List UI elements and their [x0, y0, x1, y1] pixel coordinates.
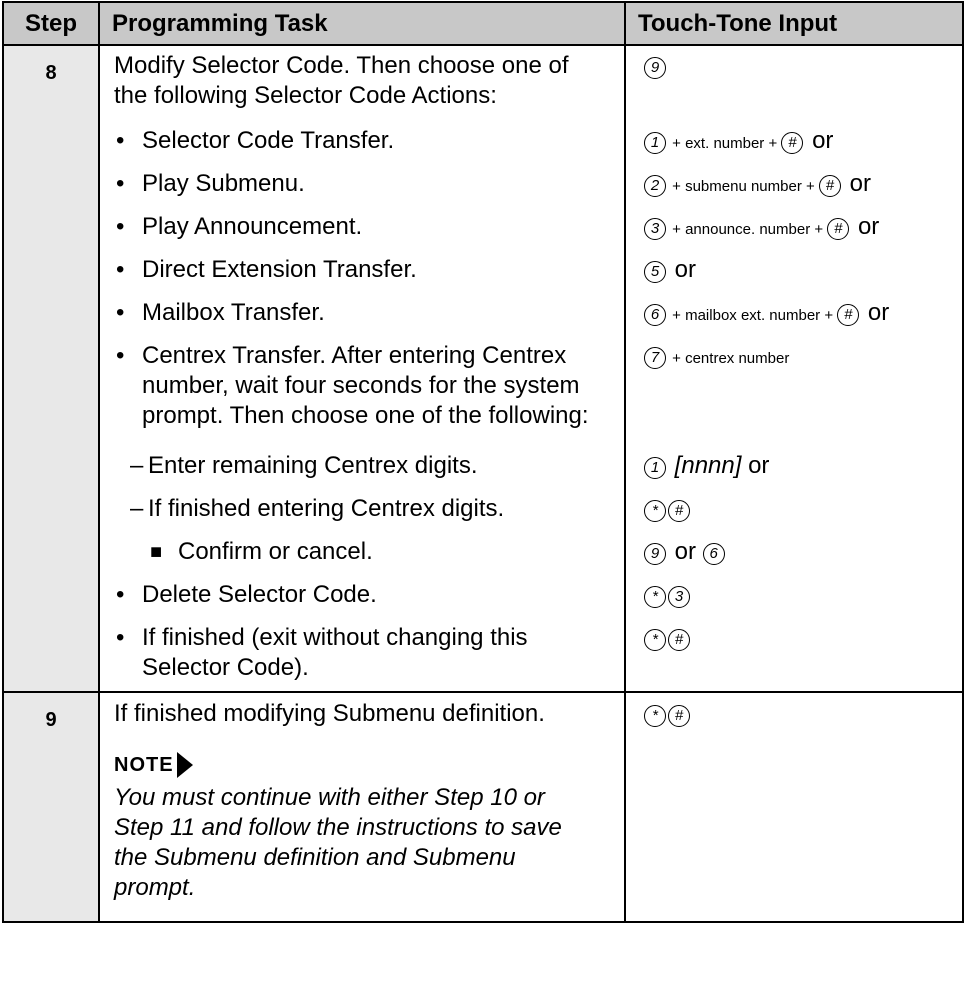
header-step: Step: [3, 2, 99, 45]
keypad-pound-icon: #: [827, 218, 849, 240]
step-number: 9: [3, 692, 99, 922]
step-number: 8: [3, 45, 99, 692]
keypad-1-icon: 1: [644, 457, 666, 479]
keypad-1-icon: 1: [644, 132, 666, 154]
keypad-star-icon: *: [644, 586, 666, 608]
input-selector-code-transfer: 1 + ext. number + # or: [644, 126, 956, 169]
action-if-finished: [114, 623, 616, 691]
note-heading: [114, 749, 616, 783]
keypad-pound-icon: #: [668, 705, 690, 727]
intro-line-2: the following Selector Code Actions:: [114, 82, 497, 109]
action-delete-selector-code: • Delete Selector Code.: [114, 580, 616, 623]
intro-input: [644, 51, 956, 126]
step-9-task-cell: [99, 692, 625, 922]
sub-confirm-or-cancel: ■ Confirm or cancel.: [114, 537, 616, 580]
step-9-task: If finished modifying Submenu definition.: [114, 700, 545, 727]
input-play-announcement: 3 + announce. number + # or: [644, 212, 956, 255]
input-direct-extension-transfer: 5 or: [644, 255, 956, 298]
step-8-task-cell: [99, 45, 625, 692]
sub-enter-remaining-digits: – Enter remaining Centrex digits.: [114, 451, 616, 494]
action-mailbox-transfer: • Mailbox Transfer.: [114, 298, 616, 341]
keypad-9-icon: 9: [644, 57, 666, 79]
keypad-star-icon: *: [644, 705, 666, 727]
input-play-submenu: 2 + submenu number + # or: [644, 169, 956, 212]
keypad-6-icon: 6: [644, 304, 666, 326]
keypad-3-icon: 3: [668, 586, 690, 608]
header-programming-task: Programming Task: [99, 2, 625, 45]
keypad-2-icon: 2: [644, 175, 666, 197]
finished-line-2: Selector Code).: [142, 654, 309, 681]
input-enter-remaining-digits: 1 [nnnn] or: [644, 451, 956, 494]
action-selector-code-transfer: • Selector Code Transfer.: [114, 126, 616, 169]
step-9-row: [3, 692, 963, 922]
input-mailbox-transfer: 6 + mailbox ext. number + # or: [644, 298, 956, 341]
keypad-star-icon: *: [644, 500, 666, 522]
keypad-9-icon: 9: [644, 543, 666, 565]
note-text: You must continue with either Step 10 or Step 11 and follow the instructions to save the Submenu definition and Submenu prompt.: [114, 784, 562, 901]
step-8-row: [3, 45, 963, 692]
input-finished-entering-digits: [644, 494, 956, 537]
intro-line-1: Modify Selector Code. Then choose one of: [114, 52, 569, 79]
sub-finished-entering-digits: – If finished entering Centrex digits.: [114, 494, 616, 537]
action-play-announcement: • Play Announcement.: [114, 212, 616, 255]
note-label: NOTE: [114, 754, 174, 776]
keypad-pound-icon: #: [837, 304, 859, 326]
step-9-input-cell: [625, 692, 963, 922]
keypad-star-icon: *: [644, 629, 666, 651]
input-delete-selector-code: [644, 580, 956, 623]
centrex-line-2: number, wait four seconds for the system: [142, 372, 580, 399]
centrex-line-1: • Centrex Transfer. After entering Centrex: [142, 342, 567, 369]
step-8-input-cell: [625, 45, 963, 692]
keypad-pound-icon: #: [819, 175, 841, 197]
action-direct-extension-transfer: • Direct Extension Transfer.: [114, 255, 616, 298]
finished-line-1: • If finished (exit without changing this: [142, 624, 528, 651]
note-arrow-icon: [177, 752, 193, 778]
input-if-finished: [644, 623, 956, 691]
table-header-row: [3, 2, 963, 45]
step-8-intro: [114, 51, 616, 126]
input-centrex-transfer: 7 + centrex number: [644, 341, 956, 451]
header-touch-tone-input: Touch-Tone Input: [625, 2, 963, 45]
keypad-pound-icon: #: [668, 500, 690, 522]
programming-table: [2, 1, 964, 923]
action-play-submenu: • Play Submenu.: [114, 169, 616, 212]
centrex-line-3: prompt. Then choose one of the following:: [142, 402, 589, 429]
keypad-6-icon: 6: [703, 543, 725, 565]
keypad-pound-icon: #: [781, 132, 803, 154]
keypad-3-icon: 3: [644, 218, 666, 240]
keypad-7-icon: 7: [644, 347, 666, 369]
keypad-5-icon: 5: [644, 261, 666, 283]
keypad-pound-icon: #: [668, 629, 690, 651]
action-centrex-transfer: [114, 341, 616, 451]
input-confirm-or-cancel: 9 or 6: [644, 537, 956, 580]
